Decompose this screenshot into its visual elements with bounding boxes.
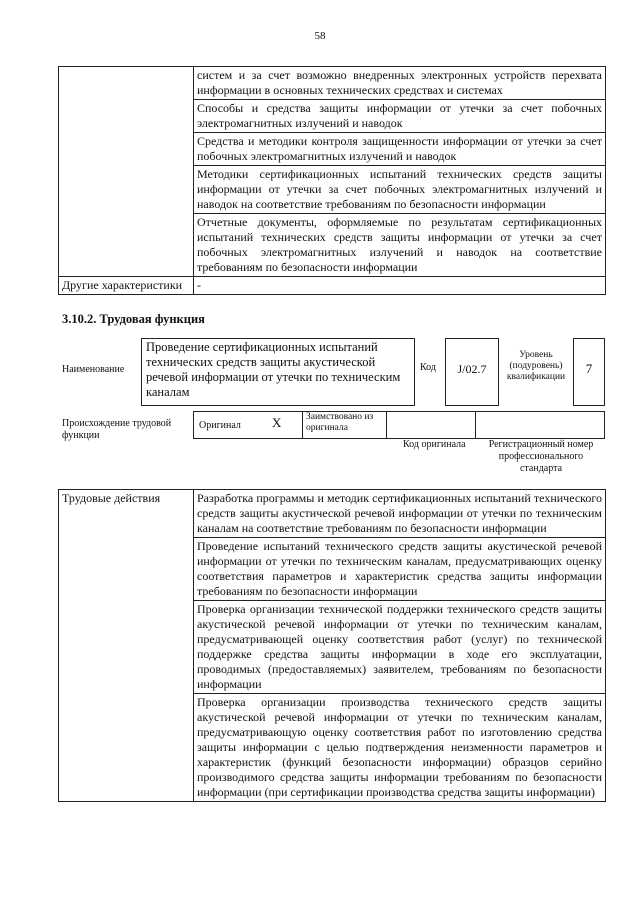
section-heading: 3.10.2. Трудовая функция — [62, 312, 205, 326]
knowledge-item: Способы и средства защиты информации от утечки за счет побочных электромагнитных излучений и наводок — [194, 100, 606, 133]
name-label: Наименование — [62, 364, 125, 375]
labor-action-item: Проведение испытаний технического средств защиты акустической речевой информации от утечки по техническим каналам, предусматривающих оценку соответствия параметров и характеристик средства защиты информации требованиям по безопасности информации — [194, 538, 606, 601]
labor-actions-table — [58, 489, 606, 802]
origin-box — [193, 411, 605, 439]
origin-divider — [302, 411, 303, 438]
level-box — [573, 338, 605, 406]
labor-action-item: Проверка организации технической поддержки технического средств защиты акустической речевой информации от утечки по техническим каналам, предусматривающей оценку соответствия работ (услуг) по технической поддержке средства защиты информации в ходе его эксплуатации, проводимых (предоставляемых) заявителем, требованиям по безопасности информации — [194, 601, 606, 694]
labor-action-item: Проверка организации производства технического средств защиты акустической речевой информации от утечки по техническим каналам, предусматривающую оценку соответствия работ по изготовлению средства защиты информации с целью подтверждения неизменности параметров и характеристик (функций безопасности информации) образцов серийно производимого средства защиты информации требованиям по безопасности информации (при сертификации производства средства защиты информации) — [194, 694, 606, 802]
borrowed-label: Заимствовано из оригинала — [306, 412, 374, 433]
other-characteristics-value: - — [194, 277, 606, 295]
knowledge-table — [58, 66, 606, 295]
knowledge-item: Средства и методики контроля защищенности информации от утечки за счет побочных электромагнитных излучений и наводок — [194, 133, 606, 166]
knowledge-item: Методики сертификационных испытаний технических средств защиты информации от утечки за счет побочных электромагнитных излучений и наводок на соответствие требованиям по безопасности информации — [194, 166, 606, 214]
code-box — [445, 338, 499, 406]
knowledge-item: систем и за счет возможно внедренных электронных устройств перехвата информации в основных технических средствах и системах — [194, 67, 606, 100]
code-original-label: Код оригинала — [403, 439, 466, 450]
origin-divider — [475, 411, 476, 438]
knowledge-item: Отчетные документы, оформляемые по результатам сертификационных испытаний технических средств защиты информации от утечки за счет побочных электромагнитных излучений и наводок на соответствие требованиям по безопасности информации — [194, 214, 606, 277]
origin-label: Происхождение трудовой функции — [62, 418, 172, 441]
code-value: J/02.7 — [457, 362, 487, 376]
page-number: 58 — [314, 30, 326, 42]
original-label: Оригинал — [199, 420, 241, 431]
origin-divider — [386, 411, 387, 438]
labor-action-item: Разработка программы и методик сертификационных испытаний технического средств защиты акустической речевой информации от утечки по техническим каналам на соответствие требованиям по безопасности информации — [194, 490, 606, 538]
original-mark: X — [272, 415, 282, 430]
level-label: Уровень (подуровень) квалификации — [506, 350, 566, 382]
other-characteristics-label: Другие характеристики — [59, 277, 194, 295]
function-name: Проведение сертификационных испытаний технических средств защиты акустической речевой информации от утечки по техническим каналам — [146, 340, 401, 399]
blank-label-cell — [59, 67, 194, 277]
labor-actions-label: Трудовые действия — [59, 490, 194, 802]
reg-number-label: Регистрационный номер профессионального стандарта — [488, 439, 594, 474]
function-name-box — [141, 338, 415, 406]
level-value: 7 — [585, 361, 593, 376]
code-label: Код — [420, 362, 436, 373]
